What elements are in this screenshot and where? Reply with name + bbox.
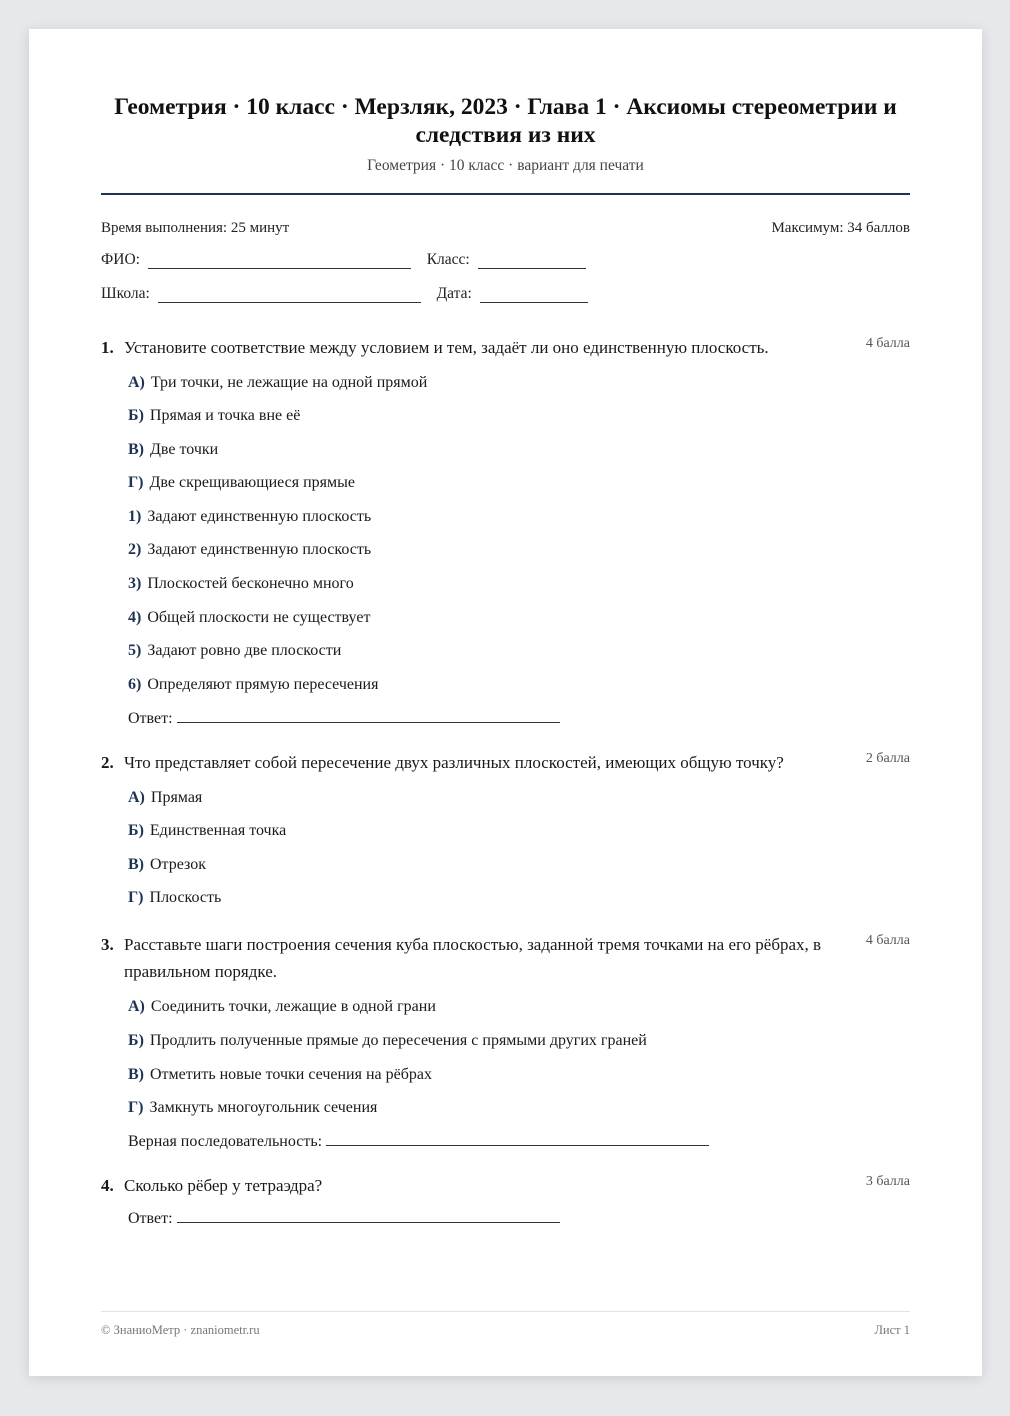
option-text: Задают единственную плоскость — [147, 508, 372, 525]
option-text: Две скрещивающиеся прямые — [149, 474, 355, 491]
question-header — [101, 334, 910, 361]
question-number: 4. — [101, 1176, 114, 1195]
option-label: А) — [128, 374, 145, 391]
option-text: Две точки — [150, 441, 219, 458]
class-label: Класс: — [426, 251, 470, 268]
page-title: Геометрия · 10 класс · Мерзляк, 2023 · Глава 1 · Аксиомы стереометрии и следствия из них — [114, 94, 897, 148]
question-number: 2. — [101, 753, 114, 772]
option-1[interactable] — [128, 508, 371, 526]
option-text: Задают ровно две плоскости — [147, 642, 342, 659]
option-text: Замкнуть многоугольник сечения — [149, 1099, 378, 1116]
option-label: В) — [128, 1066, 144, 1083]
question-number: 1. — [101, 338, 114, 357]
question-header — [101, 1172, 910, 1199]
worksheet-page — [29, 29, 982, 1376]
option-4[interactable] — [128, 609, 370, 627]
question-text: Сколько рёбер у тетраэдра? — [124, 1176, 323, 1195]
option-label: 3) — [128, 575, 142, 592]
option-text: Прямая — [150, 789, 203, 806]
option-b[interactable] — [128, 407, 300, 425]
option-a[interactable] — [128, 998, 436, 1016]
option-5[interactable] — [128, 642, 341, 660]
question-header — [101, 931, 910, 985]
option-label: Г) — [128, 474, 144, 491]
answer-label: Верная последовательность: — [128, 1133, 323, 1150]
option-text: Задают единственную плоскость — [147, 541, 372, 558]
max-score: Максимум: 34 баллов — [771, 220, 910, 236]
question-1 — [101, 334, 910, 727]
option-label: 4) — [128, 609, 142, 626]
school-date-row — [101, 285, 910, 303]
option-text: Отрезок — [150, 856, 207, 873]
option-a[interactable] — [128, 789, 202, 807]
name-label: ФИО: — [101, 251, 140, 268]
sequence-answer-row — [128, 1133, 709, 1151]
page-subtitle: Геометрия · 10 класс · вариант для печати — [367, 157, 644, 174]
date-label: Дата: — [436, 285, 472, 302]
option-text: Определяют прямую пересечения — [147, 676, 379, 693]
option-text: Отметить новые точки сечения на рёбрах — [150, 1066, 432, 1083]
answer-label: Ответ: — [128, 1210, 173, 1227]
option-a[interactable] — [128, 374, 427, 392]
option-label: Г) — [128, 1099, 144, 1116]
answer-field[interactable] — [177, 710, 560, 723]
option-label: 5) — [128, 642, 142, 659]
answer-row — [128, 1210, 560, 1228]
option-g[interactable] — [128, 474, 355, 492]
option-label: А) — [128, 789, 145, 806]
option-g[interactable] — [128, 889, 221, 907]
school-field[interactable] — [158, 290, 421, 303]
option-text: Плоскостей бесконечно много — [147, 575, 354, 592]
page-content — [101, 29, 910, 1376]
option-text: Плоскость — [149, 889, 222, 906]
option-text: Соединить точки, лежащие в одной грани — [150, 998, 436, 1015]
option-text: Единственная точка — [149, 822, 287, 839]
meta-row — [101, 220, 910, 237]
option-label: В) — [128, 856, 144, 873]
option-label: А) — [128, 998, 145, 1015]
answer-row — [128, 710, 560, 728]
option-label: Б) — [128, 407, 144, 424]
option-label: 2) — [128, 541, 142, 558]
option-text: Прямая и точка вне её — [149, 407, 301, 424]
name-field[interactable] — [148, 256, 411, 269]
option-text: Общей плоскости не существует — [147, 609, 371, 626]
option-label: 6) — [128, 676, 142, 693]
answer-label: Ответ: — [128, 710, 173, 727]
question-2 — [101, 749, 910, 906]
option-6[interactable] — [128, 676, 378, 694]
option-label: Б) — [128, 1032, 144, 1049]
option-label: Б) — [128, 822, 144, 839]
question-3 — [101, 931, 910, 1150]
option-text: Продлить полученные прямые до пересечения с прямыми других граней — [149, 1032, 647, 1049]
question-header — [101, 749, 910, 776]
option-label: Г) — [128, 889, 144, 906]
date-field[interactable] — [480, 290, 588, 303]
question-points: 4 балла — [865, 336, 910, 351]
option-b[interactable] — [128, 822, 286, 840]
option-b[interactable] — [128, 1032, 647, 1050]
option-label: 1) — [128, 508, 142, 525]
option-2[interactable] — [128, 541, 371, 559]
question-text: Что представляет собой пересечение двух различных плоскостей, имеющих общую точку? — [124, 753, 784, 772]
time-limit: Время выполнения: 25 минут — [101, 220, 290, 236]
question-points: 3 балла — [865, 1174, 910, 1189]
option-v[interactable] — [128, 856, 206, 874]
footer-copyright: © ЗнаниоМетр · znaniometr.ru — [101, 1323, 260, 1337]
option-v[interactable] — [128, 441, 218, 459]
question-points: 2 балла — [865, 751, 910, 766]
answer-field[interactable] — [177, 1210, 560, 1223]
option-g[interactable] — [128, 1099, 377, 1117]
footer-divider — [101, 1311, 910, 1312]
option-label: В) — [128, 441, 144, 458]
option-3[interactable] — [128, 575, 354, 593]
class-field[interactable] — [478, 256, 586, 269]
school-label: Школа: — [101, 285, 150, 302]
option-text: Три точки, не лежащие на одной прямой — [150, 374, 428, 391]
question-text: Установите соответствие между условием и тем, задаёт ли оно единственную плоскость. — [124, 338, 769, 357]
header-divider — [101, 193, 910, 195]
question-number: 3. — [101, 935, 114, 954]
question-text: Расставьте шаги построения сечения куба плоскостью, заданной тремя точками на его рёбрах, в правильном порядке. — [124, 935, 822, 981]
footer-sheet-number: Лист 1 — [874, 1323, 910, 1337]
option-v[interactable] — [128, 1066, 432, 1084]
sequence-answer-field[interactable] — [326, 1133, 709, 1146]
question-points: 4 балла — [865, 933, 910, 948]
question-4 — [101, 1172, 910, 1227]
name-class-row — [101, 251, 910, 269]
